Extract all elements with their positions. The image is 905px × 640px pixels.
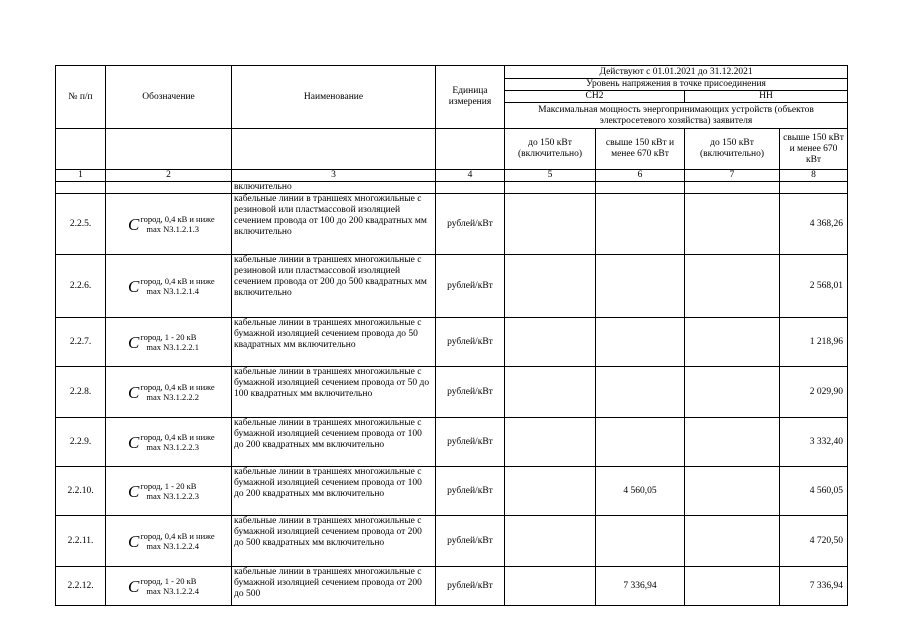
row-name: кабельные линии в траншеях многожильные с бумажной изоляцией сечением провода от 100 до 200 квадратных мм включительно: [232, 418, 436, 467]
continuation-cell: [56, 182, 106, 194]
header-blank-2: [106, 129, 232, 170]
designation-formula: [106, 467, 232, 516]
value-nn-150-670: 2 029,90: [780, 367, 848, 418]
value-sn2-150-670: [596, 194, 685, 255]
row-number: 2.2.9.: [56, 418, 106, 467]
formula-symbol: C: [128, 214, 140, 234]
formula-subscript: max N3.1.2.1.3: [146, 224, 199, 234]
continuation-cell: [505, 182, 596, 194]
value-sn2-150-670: [596, 516, 685, 567]
value-sn2-150-670: [596, 418, 685, 467]
formula-subscript: max N3.1.2.1.4: [146, 286, 199, 296]
value-nn-150-670: 7 336,94: [780, 567, 848, 606]
formula-superscript: город, 0,4 кВ и ниже: [140, 382, 215, 392]
designation-formula: [106, 194, 232, 255]
header-max-power: Максимальная мощность энергопринимающих устройств (объектов электросетевого хозяйства) заявителя: [505, 103, 848, 129]
header-power-4: свыше 150 кВт и менее 670 кВт: [780, 129, 848, 170]
header-level-nn: НН: [685, 91, 848, 103]
formula-superscript: город, 1 - 20 кВ: [140, 576, 197, 586]
header-num: № п/п: [56, 66, 106, 129]
row-unit: рублей/кВт: [436, 516, 505, 567]
header-power-3: до 150 кВт (включительно): [685, 129, 780, 170]
formula-indices: [140, 432, 214, 452]
column-number: 8: [780, 170, 848, 182]
value-nn-150-670: 4 560,05: [780, 467, 848, 516]
row-number: 2.2.10.: [56, 467, 106, 516]
formula-symbol: C: [128, 276, 140, 296]
value-sn2-up-to-150: [505, 467, 596, 516]
value-sn2-up-to-150: [505, 318, 596, 367]
designation-formula: [106, 367, 232, 418]
row-unit: рублей/кВт: [436, 318, 505, 367]
formula-symbol: C: [128, 382, 140, 402]
formula-symbol: C: [128, 332, 140, 352]
row-number: 2.2.5.: [56, 194, 106, 255]
formula-indices: [140, 276, 214, 296]
table-row: [56, 567, 848, 606]
formula-symbol: C: [128, 481, 140, 501]
formula-symbol: C: [128, 531, 140, 551]
column-number: 6: [596, 170, 685, 182]
value-sn2-150-670: 4 560,05: [596, 467, 685, 516]
formula-superscript: город, 0,4 кВ и ниже: [140, 276, 215, 286]
value-sn2-150-670: [596, 367, 685, 418]
value-nn-150-670: 2 568,01: [780, 255, 848, 318]
header-validity: Действуют с 01.01.2021 до 31.12.2021: [505, 66, 848, 79]
value-sn2-150-670: [596, 318, 685, 367]
header-voltage-level: Уровень напряжения в точке присоединения: [505, 79, 848, 91]
column-number: 2: [106, 170, 232, 182]
designation-formula: [106, 516, 232, 567]
column-number: 7: [685, 170, 780, 182]
header-power-2: свыше 150 кВт и менее 670 кВт: [596, 129, 685, 170]
header-unit: Единица измерения: [436, 66, 505, 129]
table-row: [56, 418, 848, 467]
table-row: [56, 318, 848, 367]
row-unit: рублей/кВт: [436, 467, 505, 516]
row-name: кабельные линии в траншеях многожильные с бумажной изоляцией сечением провода от 100 до 200 квадратных мм включительно: [232, 467, 436, 516]
formula-superscript: город, 0,4 кВ и ниже: [140, 432, 215, 442]
header-blank-4: [436, 129, 505, 170]
formula-symbol: C: [128, 432, 140, 452]
formula-indices: [140, 531, 214, 551]
formula-indices: [140, 214, 214, 234]
header-name: Наименование: [232, 66, 436, 129]
formula-superscript: город, 1 - 20 кВ: [140, 332, 197, 342]
row-number: 2.2.6.: [56, 255, 106, 318]
table-row: [56, 367, 848, 418]
row-name: кабельные линии в траншеях многожильные с бумажной изоляцией сечением провода от 200 до 500 квадратных мм включительно: [232, 516, 436, 567]
row-name: кабельные линии в траншеях многожильные с резиновой или пластмассовой изоляцией сечением провода от 100 до 200 квадратных мм включительно: [232, 194, 436, 255]
row-number: 2.2.12.: [56, 567, 106, 606]
formula-indices: [140, 382, 214, 402]
continuation-cell: [436, 182, 505, 194]
row-name: кабельные линии в траншеях многожильные с бумажной изоляцией сечением провода до 50 квадратных мм включительно: [232, 318, 436, 367]
row-unit: рублей/кВт: [436, 255, 505, 318]
header-level-sn2: СН2: [505, 91, 685, 103]
value-nn-up-to-150: [685, 418, 780, 467]
formula-subscript: max N3.1.2.2.4: [146, 541, 199, 551]
continuation-cell: [780, 182, 848, 194]
designation-formula: [106, 418, 232, 467]
value-nn-up-to-150: [685, 255, 780, 318]
formula-indices: [140, 576, 199, 596]
value-sn2-up-to-150: [505, 255, 596, 318]
formula-subscript: max N3.1.2.2.2: [146, 392, 199, 402]
header-blank-1: [56, 129, 106, 170]
formula-subscript: max N3.1.2.2.4: [146, 586, 199, 596]
designation-formula: [106, 318, 232, 367]
header-blank-3: [232, 129, 436, 170]
table-row: [56, 467, 848, 516]
table-row: [56, 194, 848, 255]
row-number: 2.2.11.: [56, 516, 106, 567]
value-nn-up-to-150: [685, 318, 780, 367]
row-name: кабельные линии в траншеях многожильные с резиновой или пластмассовой изоляцией сечением провода от 200 до 500 квадратных мм включительно: [232, 255, 436, 318]
continuation-cell: [106, 182, 232, 194]
row-name: кабельные линии в траншеях многожильные с бумажной изоляцией сечением провода от 50 до 100 квадратных мм включительно: [232, 367, 436, 418]
row-unit: рублей/кВт: [436, 367, 505, 418]
column-number: 5: [505, 170, 596, 182]
formula-symbol: C: [128, 576, 140, 596]
continuation-cell: [596, 182, 685, 194]
column-number: 3: [232, 170, 436, 182]
value-nn-150-670: 3 332,40: [780, 418, 848, 467]
designation-formula: [106, 567, 232, 606]
row-unit: рублей/кВт: [436, 567, 505, 606]
row-name: кабельные линии в траншеях многожильные с бумажной изоляцией сечением провода от 200 до 500: [232, 567, 436, 606]
value-nn-up-to-150: [685, 567, 780, 606]
formula-indices: [140, 332, 199, 352]
table-row: [56, 255, 848, 318]
value-nn-up-to-150: [685, 367, 780, 418]
column-numbers-row: [56, 170, 848, 182]
column-number: 4: [436, 170, 505, 182]
row-unit: рублей/кВт: [436, 418, 505, 467]
value-nn-up-to-150: [685, 516, 780, 567]
formula-superscript: город, 0,4 кВ и ниже: [140, 214, 215, 224]
value-nn-150-670: 4 720,50: [780, 516, 848, 567]
value-nn-150-670: 4 368,26: [780, 194, 848, 255]
formula-superscript: город, 0,4 кВ и ниже: [140, 531, 215, 541]
formula-subscript: max N3.1.2.2.1: [146, 342, 199, 352]
value-sn2-up-to-150: [505, 516, 596, 567]
value-sn2-up-to-150: [505, 194, 596, 255]
formula-superscript: город, 1 - 20 кВ: [140, 481, 197, 491]
column-number: 1: [56, 170, 106, 182]
formula-subscript: max N3.1.2.2.3: [146, 491, 199, 501]
value-nn-up-to-150: [685, 467, 780, 516]
value-nn-150-670: 1 218,96: [780, 318, 848, 367]
header-designation: Обозначение: [106, 66, 232, 129]
formula-subscript: max N3.1.2.2.3: [146, 442, 199, 452]
value-nn-up-to-150: [685, 194, 780, 255]
value-sn2-up-to-150: [505, 567, 596, 606]
row-number: 2.2.8.: [56, 367, 106, 418]
tariff-table: [55, 65, 848, 606]
value-sn2-up-to-150: [505, 418, 596, 467]
value-sn2-150-670: [596, 255, 685, 318]
header-power-1: до 150 кВт (включительно): [505, 129, 596, 170]
row-number: 2.2.7.: [56, 318, 106, 367]
designation-formula: [106, 255, 232, 318]
value-sn2-150-670: 7 336,94: [596, 567, 685, 606]
continuation-cell: [685, 182, 780, 194]
formula-indices: [140, 481, 199, 501]
value-sn2-up-to-150: [505, 367, 596, 418]
table-row: [56, 516, 848, 567]
row-unit: рублей/кВт: [436, 194, 505, 255]
continuation-text: включительно: [232, 182, 436, 194]
